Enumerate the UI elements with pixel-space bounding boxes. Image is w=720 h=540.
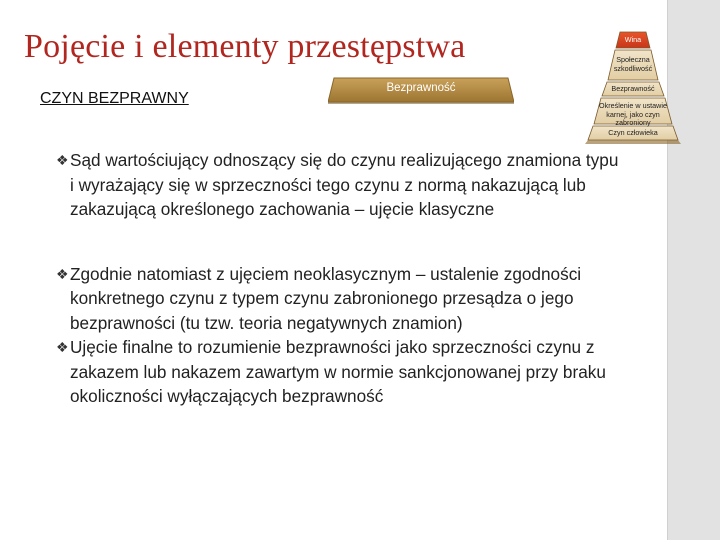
spacer — [56, 222, 626, 262]
banner-label: Bezprawność — [386, 82, 456, 94]
diamond-bullet-icon: ❖ — [56, 339, 69, 355]
pyramid-level-5: Czyn człowieka — [608, 128, 658, 137]
paragraph-1-text: Sąd wartościujący odnoszący się do czynu realizującego znamiona typu i wyrażający się w sprzeczności tego czynu z normą nakazującą lub zakazującą określonego zachowania – ujęcie klasyczne — [70, 150, 619, 219]
body-content — [56, 148, 626, 409]
pyramid-level-1: Wina — [624, 35, 642, 44]
slide-title: Pojęcie i elementy przestępstwa — [24, 28, 466, 65]
pyramid-level-3: Bezprawność — [611, 84, 655, 93]
slide-subtitle: CZYN BEZPRAWNY — [40, 90, 189, 107]
diamond-bullet-icon: ❖ — [56, 265, 69, 282]
paragraph-2 — [56, 262, 626, 336]
paragraph-3-text: Ujęcie finalne to rozumienie bezprawności jako sprzeczności czynu z zakazem lub nakazem zawartym w normie sankcjonowanej przy braku okoliczności wyłączających bezprawność — [70, 337, 606, 406]
pyramid-level-4: Określenie w ustawie karnej, jako czyn zabroniony — [599, 101, 667, 127]
pyramid-level-2: Społeczna szkodliwość — [613, 55, 653, 73]
bezprawnosc-banner — [328, 76, 514, 104]
paragraph-1 — [56, 148, 626, 222]
paragraph-2-text: Zgodnie natomiast z ujęciem neoklasycznym – ustalenie zgodności konkretnego czynu z typem czynu zabronionego przesądza o jego bezprawności (tu tzw. teoria negatywnych znamion) — [70, 263, 582, 333]
diamond-bullet-icon: ❖ — [56, 152, 69, 168]
paragraph-3 — [56, 335, 626, 409]
pyramid-diagram — [560, 28, 706, 154]
